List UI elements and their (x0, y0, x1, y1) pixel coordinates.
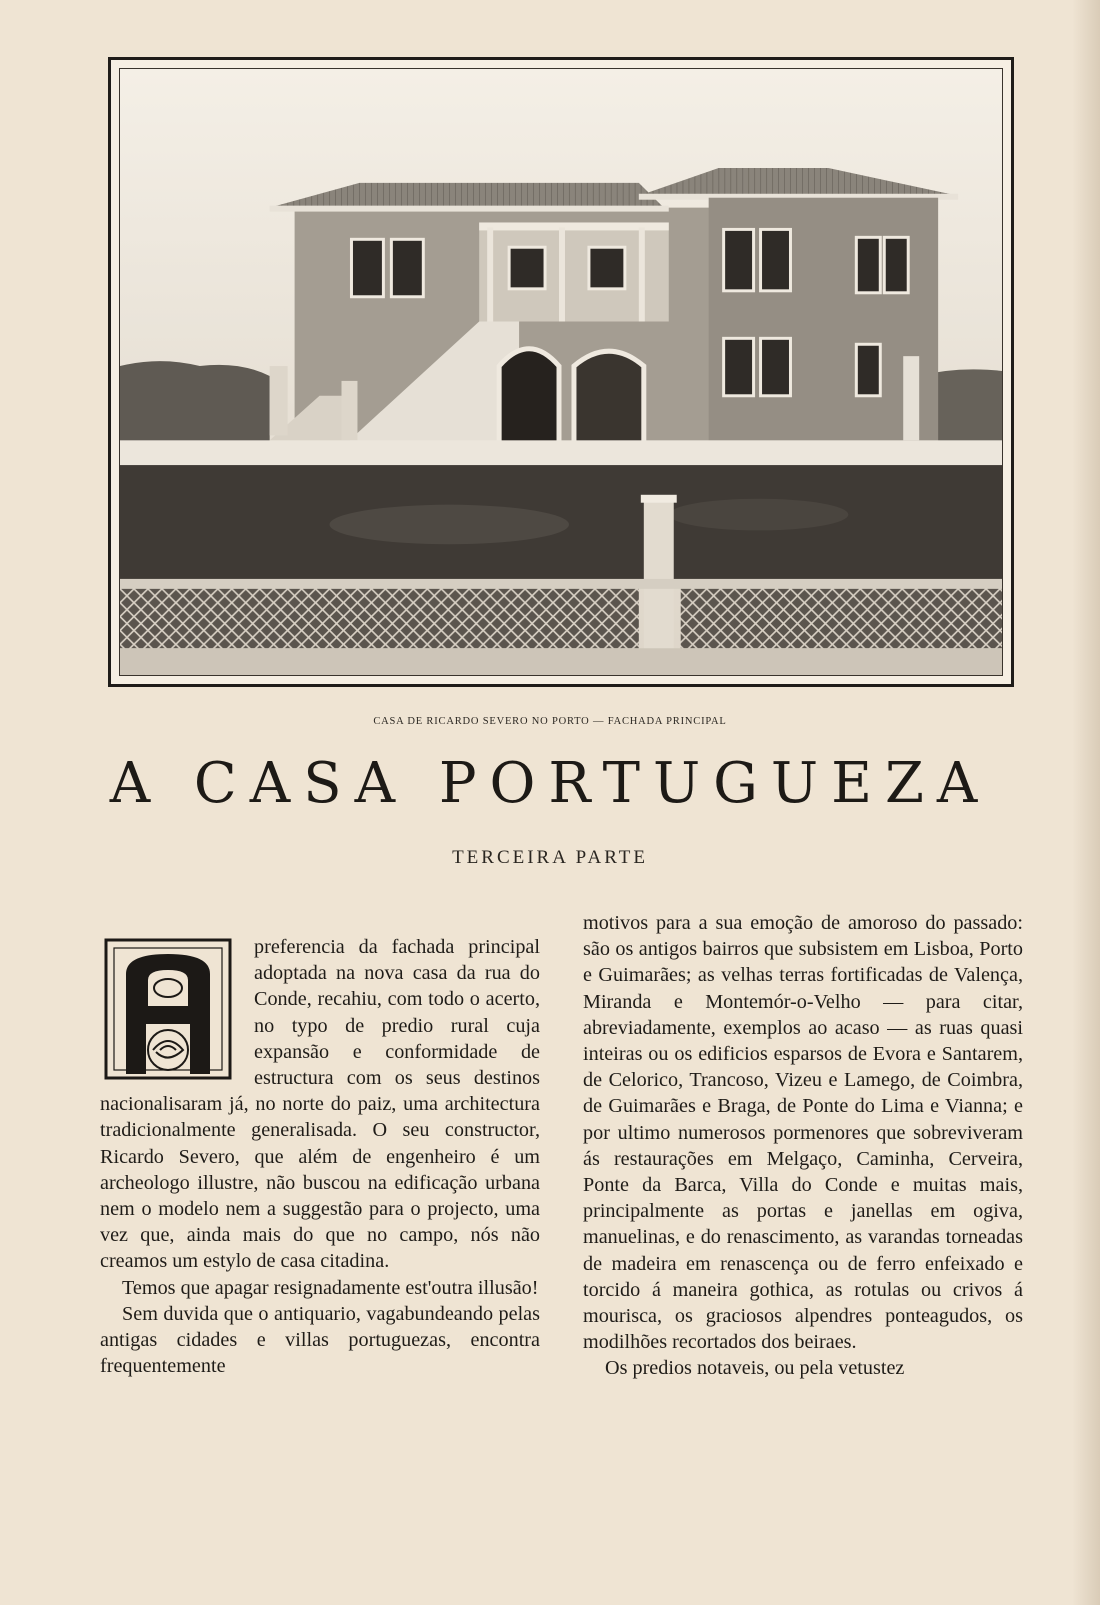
house-illustration (120, 69, 1002, 675)
paragraph-1: preferencia da fachada principal adoptada na nova casa da rua do Conde, recahiu, com todo o acerto, no typo de predio rural cuja expansão e conformidade de estructura com os seus destinos nacionalisaram já, no norte do paiz, uma architectura tradicionalmente generalisada. O seu constructor, Ricardo Severo, que além de engenheiro é um archeologo illustre, não buscou na edificação urbana nem o modelo nem a suggestão para o projecto, uma vez que, ainda mais do que no campo, nós não creamos um estylo de casa citadina. (100, 936, 540, 1273)
article-title: A CASA PORTUGUEZA (109, 751, 991, 816)
paragraph-5: Os predios notaveis, ou pela vetustez (605, 1357, 905, 1380)
photo-caption: CASA DE RICARDO SEVERO NO PORTO — FACHADA PRINCIPAL (373, 716, 727, 727)
house-photograph (108, 57, 1014, 687)
photo-image (119, 68, 1003, 676)
right-column (583, 910, 1023, 1382)
ornamental-dropcap (98, 934, 238, 1084)
article-subtitle: TERCEIRA PARTE (452, 847, 648, 868)
dropcap-ornament-icon (98, 934, 238, 1084)
paragraph-4: motivos para a sua emoção de amoroso do passado: são os antigos bairros que subsistem em Lisboa, Porto e Guimarães; as velhas terras fortificadas de Valença, Miranda e Montemór-o-Velho — para citar, abreviadamente, exemplos ao acaso — as ruas quasi inteiras ou os edificios esparsos de Evora e Santarem, de Celorico, Trancoso, Vizeu e Lamego, de Coimbra, de Guimarães e Braga, de Ponte do Lima e Vianna; e por ultimo numerosos pormenores que sobreviveram ás restaurações em Melgaço, Caminha, Cerveira, Ponte da Barca, Villa do Conde e muitas mais, principalmente as portas e janellas em ogiva, manuelinas, e do renascimento, as varandas torneadas de madeira em renascença ou de ferro enfeixado e torcido á maneira gothica, as rotulas ou crivos á mourisca, os graciosos alpendres ponteagudos, os modilhões recortados dos beiraes. (583, 912, 1023, 1354)
left-column (100, 934, 540, 1379)
paragraph-2: Temos que apagar resignadamente est'outra illusão! (122, 1276, 539, 1299)
paragraph-3: Sem duvida que o antiquario, vagabundeando pelas antigas cidades e villas portuguezas, encontra frequentemente (100, 1302, 540, 1378)
